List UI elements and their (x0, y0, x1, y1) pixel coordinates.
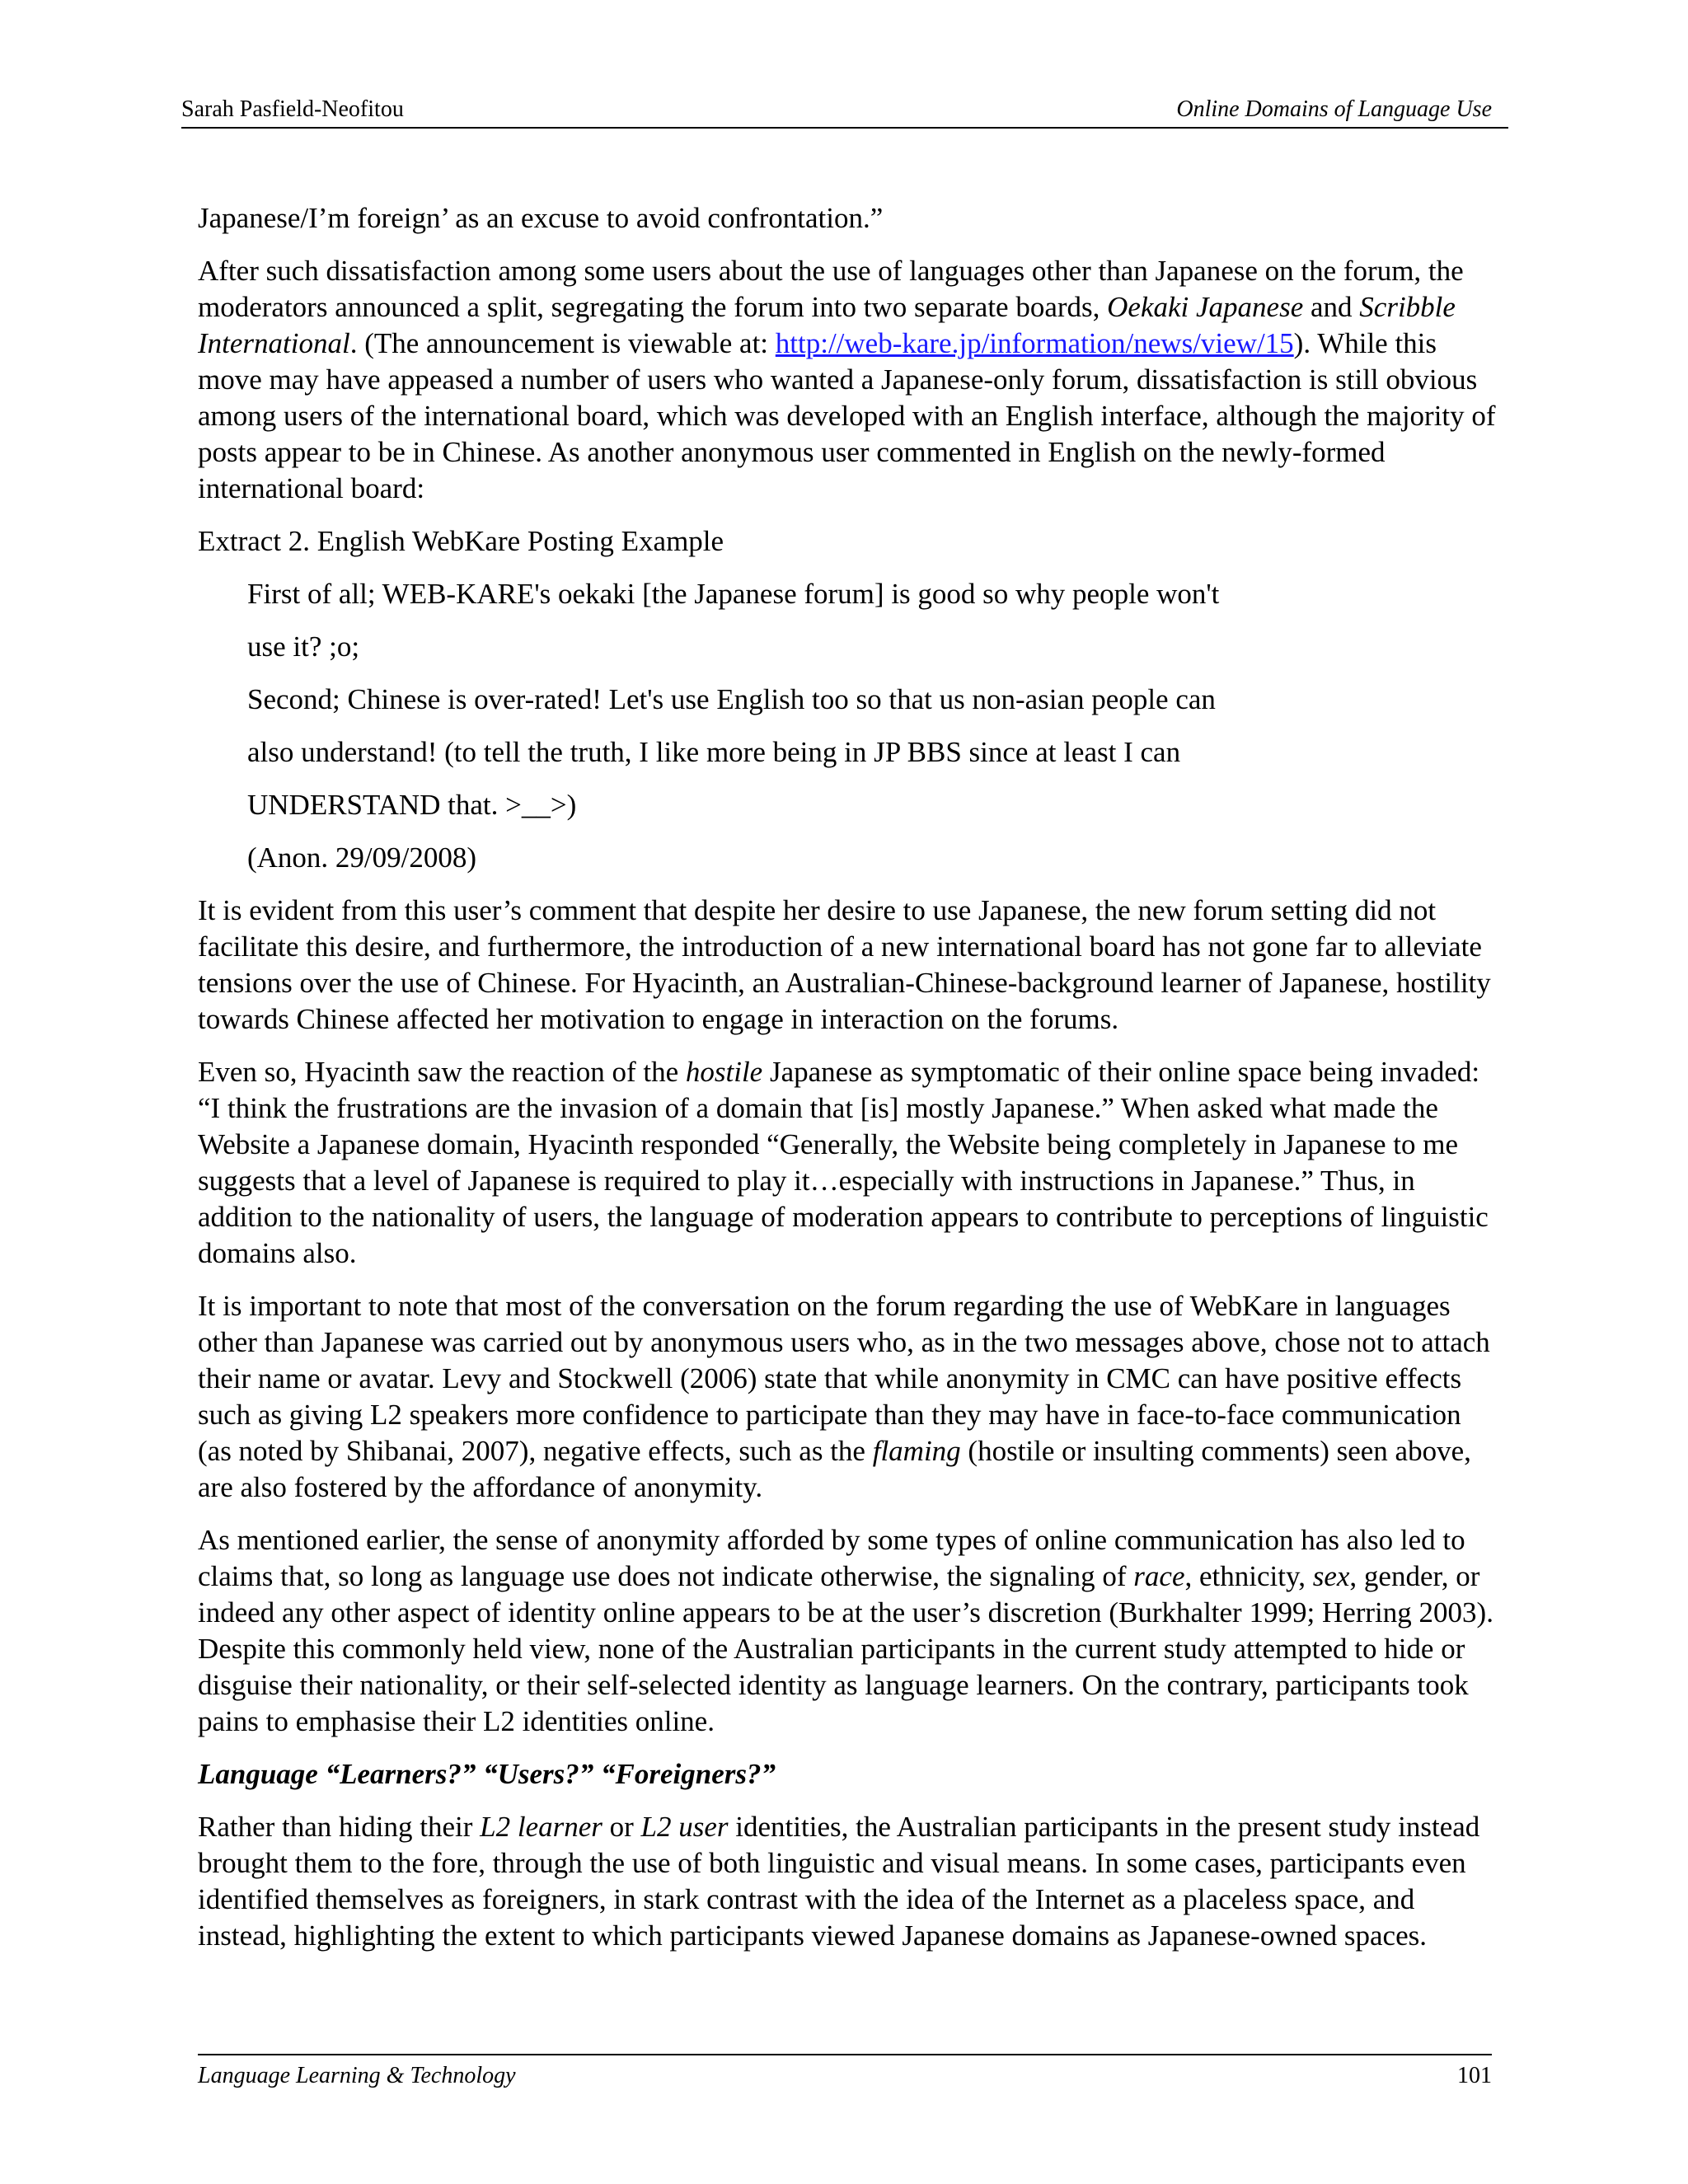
paragraph-2-text-b: and (1303, 291, 1360, 323)
extract-line: UNDERSTAND that. >__>) (247, 789, 577, 821)
extract-line: use it? ;o; (247, 630, 360, 663)
page-header (181, 97, 1508, 129)
header-running-title: Online Domains of Language Use (1176, 96, 1492, 122)
paragraph-5-text-b: (hostile or insulting comments) seen above, are also fostered by the affordance of anonymity. (198, 1435, 1471, 1503)
paragraph-5 (198, 1288, 1500, 1506)
paragraph-4-text-a: Even so, Hyacinth saw the reaction of the (198, 1056, 686, 1088)
extract-caption: Extract 2. English WebKare Posting Example (198, 525, 724, 557)
page-footer (198, 2054, 1492, 2090)
paragraph-5-text-a: It is important to note that most of the conversation on the forum regarding the use of WebKare in languages other than Japanese was carried out by anonymous users who, as in the two messages above, chose not to attach their name or avatar. Levy and Stockwell (2006) state that while anonymity in CMC can have positive effects such as giving L2 speakers more confidence to participate than they may have in face-to-face communication (as noted by Shibanai, 2007), negative effects, such as the (198, 1290, 1490, 1467)
extract-line: also understand! (to tell the truth, I like more being in JP BBS since at least I can (247, 736, 1181, 768)
paragraph-4-text-b: Japanese as symptomatic of their online space being invaded: “I think the frustrations are the invasion of a domain that [is] mostly Japanese.” When asked what made the Website a Japanese domain, Hyacinth responded “Generally, the Website being completely in Japanese to me suggests that a level of Japanese is required to play it…especially with instructions in Japanese.” Thus, in addition to the nationality of users, the language of moderation appears to contribute to perceptions of linguistic domains also. (198, 1056, 1489, 1269)
header-author: Sarah Pasfield-Neofitou (181, 96, 404, 122)
paragraph-7-text-b: or (602, 1811, 641, 1843)
paragraph-6-text-c: , gender, or indeed any other aspect of identity online appears to be at the user’s discretion (Burkhalter 1999; Herring 2003). Despite this commonly held view, none of the Australian participants in the current study attempted to hide or disguise their nationality, or their self-selected identity as language learners. On the contrary, participants took pains to emphasise their L2 identities online. (198, 1560, 1493, 1737)
paragraph-6-italic-race: race (1133, 1560, 1185, 1592)
paragraph-5-italic-flaming: flaming (872, 1435, 961, 1467)
paragraph-6 (198, 1522, 1500, 1740)
announcement-link[interactable]: http://web-kare.jp/information/news/view/15 (775, 327, 1294, 359)
paragraph-6-text-a: As mentioned earlier, the sense of anonymity afforded by some types of online communication has also led to claims that, so long as language use does not indicate otherwise, the signaling of (198, 1524, 1465, 1592)
paragraph-7-italic-l2-user: L2 user (640, 1811, 729, 1843)
paragraph-6-italic-sex: sex (1312, 1560, 1350, 1592)
extract-line: First of all; WEB-KARE's oekaki [the Japanese forum] is good so why people won't (247, 578, 1220, 610)
section-heading: Language “Learners?” “Users?” “Foreigners?” (198, 1758, 776, 1790)
paragraph-7-italic-l2-learner: L2 learner (480, 1811, 603, 1843)
paragraph-2 (198, 253, 1500, 507)
paragraph-7-text-c: identities, the Australian participants in the present study instead brought them to the fore, through the use of both linguistic and visual means. In some cases, participants even identified themselves as foreigners, in stark contrast with the idea of the Internet as a placeless space, and instead, highlighting the extent to which participants viewed Japanese domains as Japanese-owned spaces. (198, 1811, 1480, 1952)
paragraph-2-italic-oekaki: Oekaki Japanese (1107, 291, 1304, 323)
paragraph-4 (198, 1054, 1500, 1272)
paragraph-3: It is evident from this user’s comment that despite her desire to use Japanese, the new forum setting did not facilitate this desire, and furthermore, the introduction of a new international board has not gone far to alleviate tensions over the use of Chinese. For Hyacinth, an Australian-Chinese-background learner of Japanese, hostility towards Chinese affected her motivation to engage in interaction on the forums. (198, 894, 1491, 1035)
extract-block (247, 576, 1500, 876)
footer-page-number: 101 (1457, 2063, 1492, 2088)
paragraph-1 (198, 200, 1500, 237)
paragraph-7-text-a: Rather than hiding their (198, 1811, 481, 1843)
paragraph-4-italic-hostile: hostile (685, 1056, 763, 1088)
article-body (198, 200, 1500, 1971)
paragraph-7 (198, 1809, 1500, 1954)
paragraph-6-text-b: , ethnicity, (1184, 1560, 1313, 1592)
paragraph-2-text-c: . (The announcement is viewable at: (349, 327, 776, 359)
extract-line: Second; Chinese is over-rated! Let's use English too so that us non-asian people can (247, 683, 1216, 715)
paragraph-1-text: Japanese/I’m foreign’ as an excuse to avoid confrontation.” (198, 202, 884, 234)
paragraph-2-text-d: ). While this move may have appeased a number of users who wanted a Japanese-only forum, dissatisfaction is still obvious among users of the international board, which was developed with an English interface, although the majority of posts appear to be in Chinese. As another anonymous user commented in English on the newly-formed international board: (198, 327, 1496, 504)
paragraph-2-text-a: After such dissatisfaction among some users about the use of languages other than Japanese on the forum, the moderators announced a split, segregating the forum into two separate boards, (198, 255, 1464, 323)
footer-journal: Language Learning & Technology (198, 2063, 516, 2088)
extract-attribution: (Anon. 29/09/2008) (247, 841, 477, 874)
paragraph-2-italic-scribble: Scribble International (198, 291, 1456, 359)
